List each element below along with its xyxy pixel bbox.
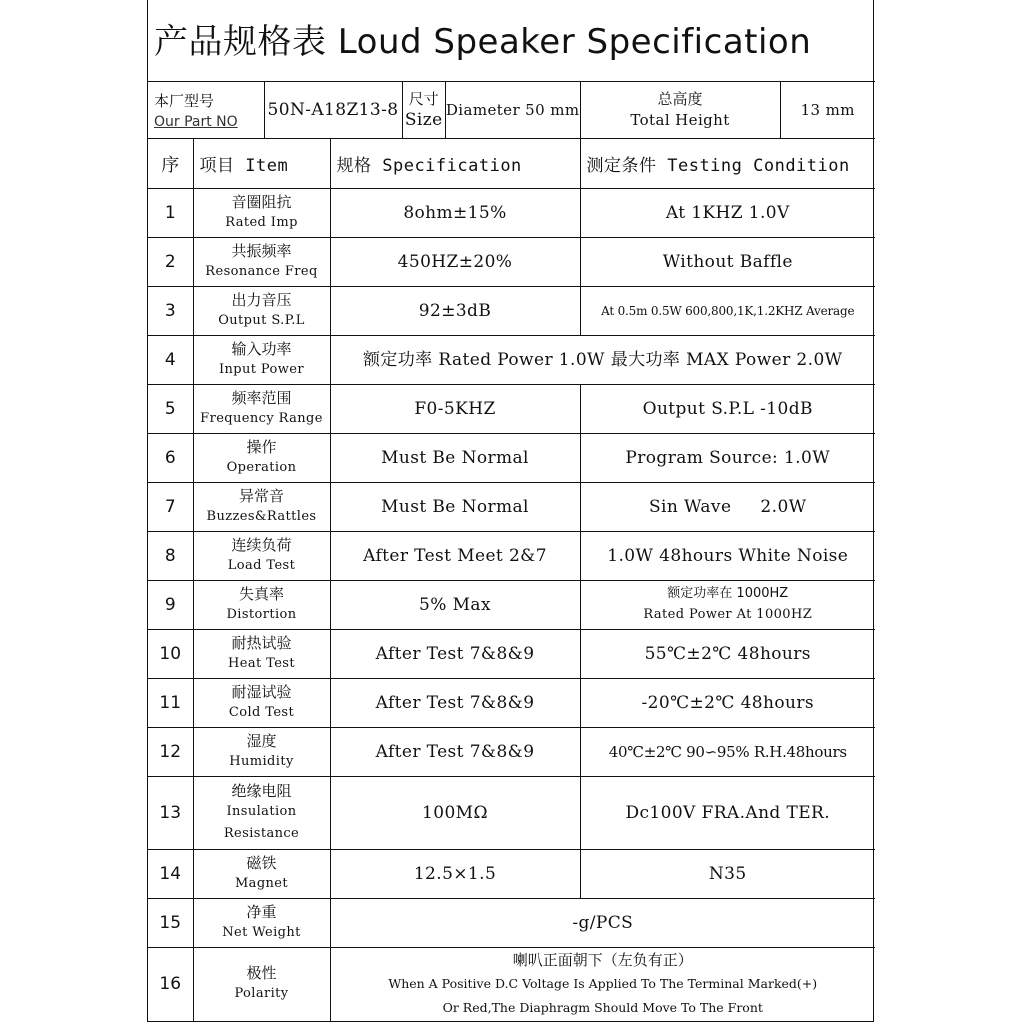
part-number-cell [264, 82, 402, 139]
table-row [148, 238, 875, 287]
item-cn: 音圈阻抗 [231, 193, 292, 211]
size-group [402, 82, 580, 139]
item-en: Heat Test [228, 656, 295, 671]
spec-value: 8ohm±15% [403, 203, 507, 223]
height-label-cell [580, 82, 780, 139]
size-label [403, 82, 446, 138]
size-value: Diameter 50 mm [445, 101, 580, 119]
polarity-line1: When A Positive D.C Voltage Is Applied To The Terminal Marked(+) [388, 976, 818, 992]
part-label-en: Our Part NO [154, 113, 238, 130]
spec-value: 12.5×1.5 [413, 864, 497, 884]
item-en: Operation [226, 460, 297, 475]
size-label-cn: 尺寸 [408, 90, 439, 108]
spec-value: 450HZ±20% [397, 252, 513, 272]
spec-value: Must Be Normal [381, 497, 529, 517]
row-number: 11 [159, 693, 182, 713]
row-number: 10 [159, 644, 182, 664]
size-label-en: Size [404, 110, 443, 130]
spec-value: 92±3dB [418, 301, 492, 321]
item-cn: 耐湿试验 [231, 683, 292, 701]
condition-value-cn: 额定功率在 1000HZ [667, 586, 789, 601]
condition-value: At 0.5m 0.5W 600,800,1K,1.2KHZ Average [601, 304, 855, 318]
table-row [148, 434, 875, 483]
header-spec: 规格 Specification [330, 139, 580, 189]
item-cn: 输入功率 [231, 340, 292, 358]
polarity-cn: 喇叭正面朝下（左负有正） [512, 951, 693, 970]
item-cn: 失真率 [238, 585, 284, 603]
row-number: 7 [164, 497, 176, 517]
condition-value: N35 [708, 864, 747, 884]
height-value: 13 mm [800, 101, 855, 119]
row-number: 2 [164, 252, 176, 272]
table-row [148, 385, 875, 434]
row-number: 1 [164, 203, 176, 223]
spec-value: Must Be Normal [381, 448, 529, 468]
row-number: 15 [159, 913, 182, 933]
item-en: Polarity [234, 986, 289, 1002]
item-cn: 耐热试验 [231, 634, 292, 652]
item-cn: 操作 [246, 438, 277, 456]
item-cn: 磁铁 [246, 854, 277, 872]
spec-sheet [147, 0, 874, 1022]
part-row [148, 82, 875, 139]
part-number: 50N-A18Z13-8 [267, 100, 399, 120]
item-en: Output S.P.L [218, 313, 305, 328]
item-cn: 共振频率 [231, 242, 292, 260]
header-item: 项目 Item [193, 139, 330, 189]
row-number: 3 [164, 301, 176, 321]
condition-value: -20℃±2℃ 48hours [641, 693, 814, 713]
condition-value: 40℃±2℃ 90∽95% R.H.48hours [608, 743, 847, 761]
spec-value: After Test 7&8&9 [375, 742, 535, 762]
spec-value: 100MΩ [422, 803, 488, 823]
item-cn: 频率范围 [231, 389, 292, 407]
item-en: Buzzes&Rattles [206, 509, 317, 524]
item-en: Humidity [229, 754, 294, 769]
condition-value: Output S.P.L -10dB [642, 399, 813, 419]
page-title: 产品规格表 Loud Speaker Specification [154, 22, 812, 62]
title-bar [148, 0, 873, 82]
merged-value: 额定功率 Rated Power 1.0W 最大功率 MAX Power 2.0W [362, 350, 843, 370]
merged-value: -g/PCS [572, 913, 634, 933]
item-cn: 连续负荷 [231, 536, 292, 554]
item-cn: 净重 [246, 903, 277, 921]
table-row [148, 287, 875, 336]
item-cn: 出力音压 [231, 291, 292, 309]
condition-value: Without Baffle [662, 252, 793, 272]
spec-value: After Test Meet 2&7 [363, 546, 547, 566]
table-row [148, 483, 875, 532]
item-en: Cold Test [228, 705, 295, 720]
header-seq: 序 [148, 139, 193, 189]
row-number: 9 [164, 595, 176, 615]
table-row [148, 777, 875, 850]
table-row [148, 336, 875, 385]
item-en-line2: Resistance [223, 826, 300, 841]
table-row [148, 630, 875, 679]
part-label-cn: 本厂型号 [154, 91, 215, 110]
row-number: 4 [164, 350, 176, 370]
item-en: Insulation [226, 804, 297, 819]
spec-value: After Test 7&8&9 [375, 693, 535, 713]
condition-value-en: Rated Power At 1000HZ [643, 607, 813, 622]
condition-value: At 1KHZ 1.0V [665, 203, 790, 223]
table-row [148, 850, 875, 899]
item-en: Input Power [218, 362, 305, 377]
table-row [148, 899, 875, 948]
row-number: 16 [159, 974, 182, 995]
condition-value: 1.0W 48hours White Noise [607, 546, 849, 566]
size-value-cell [446, 82, 580, 138]
height-value-cell [780, 82, 875, 139]
spec-value: 5% Max [419, 595, 491, 615]
spec-value: After Test 7&8&9 [375, 644, 535, 664]
item-en: Load Test [227, 558, 296, 573]
table-row [148, 532, 875, 581]
condition-value: Sin Wave 2.0W [648, 497, 807, 517]
table-row [148, 679, 875, 728]
table-row [148, 948, 875, 1021]
item-en: Magnet [234, 876, 289, 891]
column-header-row [148, 139, 875, 189]
item-en: Net Weight [222, 925, 301, 940]
item-cn: 异常音 [238, 487, 284, 505]
condition-value: Program Source: 1.0W [625, 448, 831, 468]
spec-table [148, 81, 875, 1021]
table-row [148, 581, 875, 630]
table-row [148, 728, 875, 777]
header-condition: 测定条件 Testing Condition [580, 139, 875, 189]
condition-value: 55℃±2℃ 48hours [644, 644, 811, 664]
item-en: Rated Imp [225, 215, 298, 230]
height-label-cn: 总高度 [657, 90, 703, 108]
row-number: 13 [159, 803, 182, 823]
item-cn: 极性 [246, 964, 277, 983]
item-en: Resonance Freq [205, 264, 318, 279]
part-label-cell [148, 82, 264, 139]
row-number: 12 [159, 742, 182, 762]
item-en: Frequency Range [200, 411, 323, 426]
row-number: 8 [164, 546, 176, 566]
table-row [148, 189, 875, 238]
condition-value: Dc100V FRA.And TER. [625, 803, 831, 823]
row-number: 6 [164, 448, 176, 468]
height-label-en: Total Height [630, 111, 730, 129]
item-en: Distortion [226, 607, 297, 622]
item-cn: 绝缘电阻 [231, 782, 292, 800]
row-number: 5 [164, 399, 176, 419]
polarity-line2: Or Red,The Diaphragm Should Move To The Front [442, 1000, 763, 1016]
spec-value: F0-5KHZ [414, 399, 496, 419]
item-cn: 湿度 [246, 732, 277, 750]
row-number: 14 [159, 864, 182, 884]
